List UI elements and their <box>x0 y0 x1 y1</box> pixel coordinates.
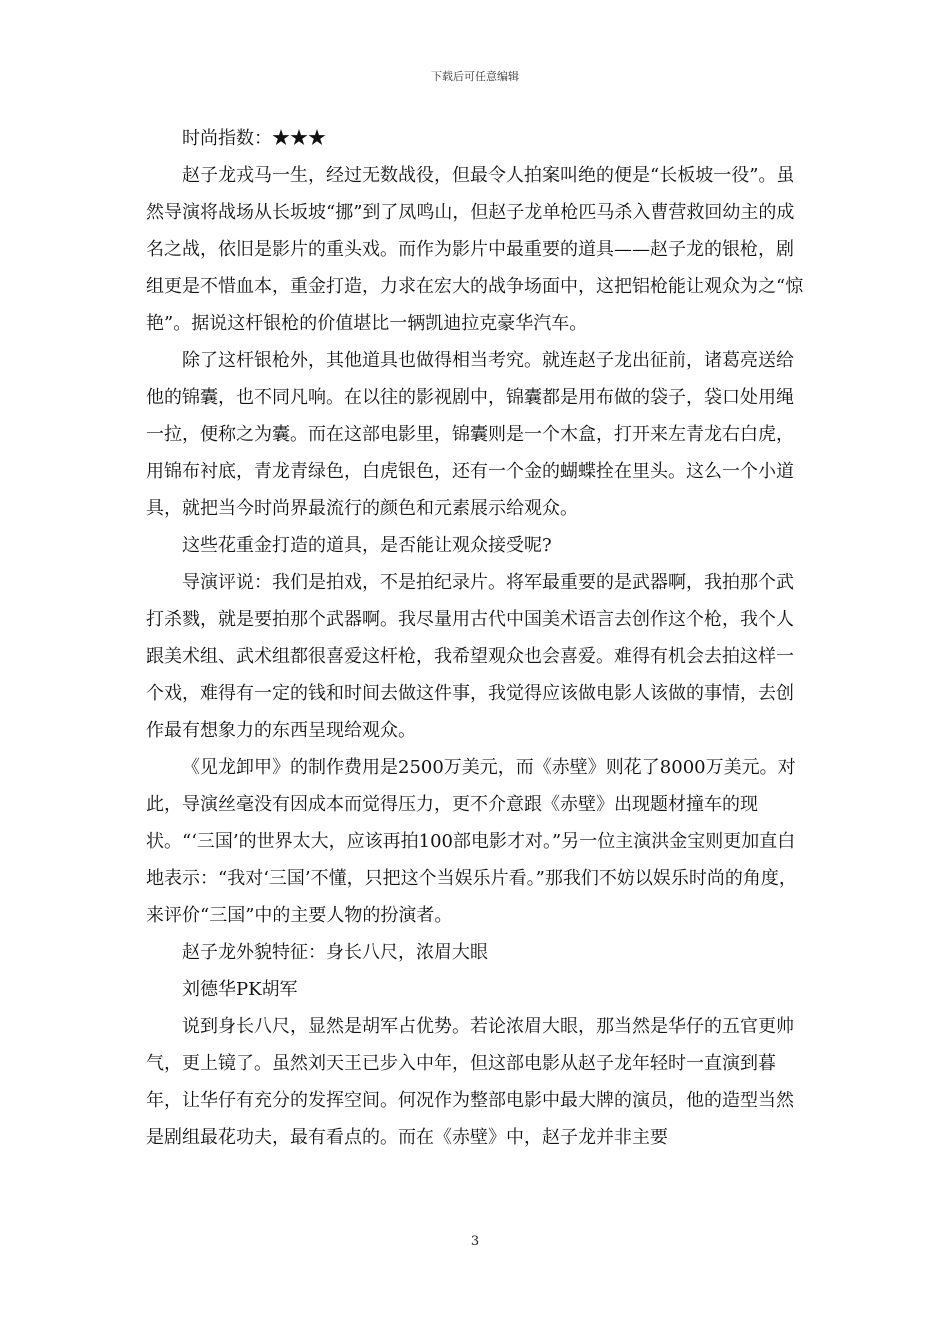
paragraph: 导演评说：我们是拍戏，不是拍纪录片。将军最重要的是武器啊，我拍那个武打杀戮，就是要拍那个武器啊。我尽量用古代中国美术语言去创作这个枪，我个人跟美术组、武术组都很喜爱这杆枪，我希望观众也会喜爱。难得有机会去拍这样一个戏，难得有一定的钱和时间去做这件事，我觉得应该做电影人该做的事情，去创作最有想象力的东西呈现给观众。 <box>146 572 794 741</box>
page-header-note: 下载后可任意编辑 <box>431 70 519 83</box>
paragraph: 《见龙卸甲》的制作费用是2500万美元，而《赤壁》则花了8000万美元。对此，导演丝毫没有因成本而觉得压力，更不介意跟《赤壁》出现题材撞车的现状。“‘三国’的世界太大，应该再拍100部电影才对。”另一位主演洪金宝则更加直白地表示：“我对‘三国’不懂，只把这个当娱乐片看。”那我们不妨以娱乐时尚的角度，来评价“三国”中的主要人物的扮演者。 <box>146 757 797 926</box>
subheading: 赵子龙外貌特征：身长八尺，浓眉大眼 <box>182 942 488 963</box>
paragraph: 说到身长八尺，显然是胡军占优势。若论浓眉大眼，那当然是华仔的五官更帅气，更上镜了。虽然刘天王已步入中年，但这部电影从赵子龙年轻时一直演到暮年，让华仔有充分的发挥空间。何况作为整部电影中最大牌的演员，他的造型当然是剧组最花功夫，最有看点的。而在《赤壁》中，赵子龙并非主要 <box>146 1016 794 1148</box>
paragraph: 除了这杆银枪外，其他道具也做得相当考究。就连赵子龙出征前，诸葛亮送给他的锦囊，也不同凡响。在以往的影视剧中，锦囊都是用布做的袋子，袋口处用绳一拉，便称之为囊。而在这部电影里，锦囊则是一个木盒，打开来左青龙右白虎，用锦布衬底，青龙青绿色，白虎银色，还有一个金的蝴蝶拴在里头。这么一个小道具，就把当今时尚界最流行的颜色和元素展示给观众。 <box>146 350 794 519</box>
rating-line: 时尚指数：★★★ <box>182 128 326 149</box>
paragraph: 赵子龙戎马一生，经过无数战役，但最令人拍案叫绝的便是“长板坡一役”。虽然导演将战场从长坂坡“挪”到了凤鸣山，但赵子龙单枪匹马杀入曹营救回幼主的成名之战，依旧是影片的重头戏。而作为影片中最重要的道具——赵子龙的银枪，剧组更是不惜血本，重金打造，力求在宏大的战争场面中，这把铝枪能让观众为之“惊艳”。据说这杆银枪的价值堪比一辆凯迪拉克豪华汽车。 <box>146 165 804 334</box>
subheading: 刘德华PK胡军 <box>182 979 298 1000</box>
document-body <box>146 120 806 1156</box>
page-number: 3 <box>470 1234 480 1249</box>
paragraph: 这些花重金打造的道具，是否能让观众接受呢? <box>182 535 552 556</box>
